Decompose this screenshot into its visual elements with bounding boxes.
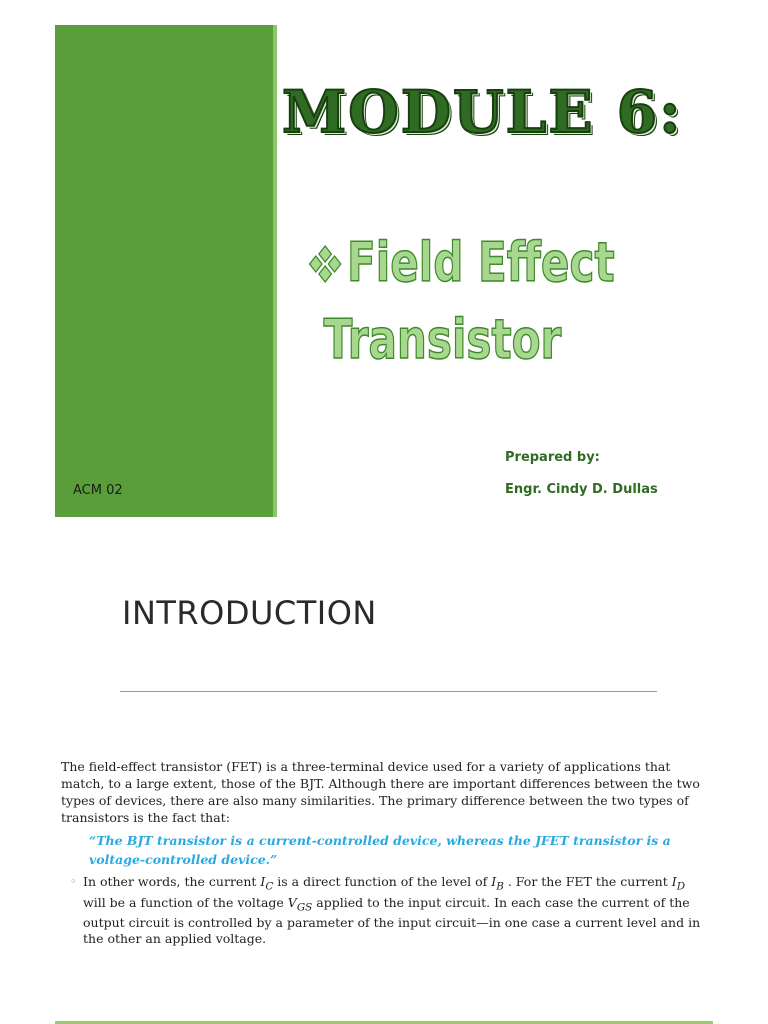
topic-title-line1: Field Effect: [347, 231, 615, 294]
course-code: ACM 02: [73, 483, 123, 498]
prepared-by-block: [505, 442, 658, 506]
topic-title-line2: Transistor: [323, 308, 562, 372]
author-name: Engr. Cindy D. Dullas: [505, 482, 658, 497]
heading-divider: [120, 691, 657, 692]
key-quote: “The BJT transistor is a current-controlled device, whereas the JFET transistor is a voltage-controlled device.”: [89, 833, 671, 867]
intro-heading: INTRODUCTION: [122, 594, 377, 632]
panel-accent-stripe: [273, 25, 277, 517]
topic-title: [308, 226, 615, 377]
bullet-circle-icon: ◦: [70, 875, 77, 888]
diamond-bullet-icon: [308, 229, 342, 303]
module-title: MODULE 6:: [282, 78, 683, 146]
green-side-panel: [55, 25, 273, 517]
prepared-by-label: Prepared by:: [505, 450, 600, 465]
intro-paragraph: The field-effect transistor (FET) is a three-terminal device used for a variety of applications that match, to a large extent, those of the BJT. Although there are important differences between the two types of devices, there are also many similarities. The primary difference between the two types of transistors is the fact that:: [61, 759, 700, 825]
bullet-text: In other words, the current $I_C$ is a direct function of the level of $I_B$ . For the FET the current $I_D$ will be a function of the voltage $V_{GS}$ applied to the input circuit. In each case the current of the output circuit is controlled by a parameter of the input circuit—in one case a current level and in the other an applied voltage.: [83, 874, 701, 946]
bullet-item: [70, 874, 710, 947]
